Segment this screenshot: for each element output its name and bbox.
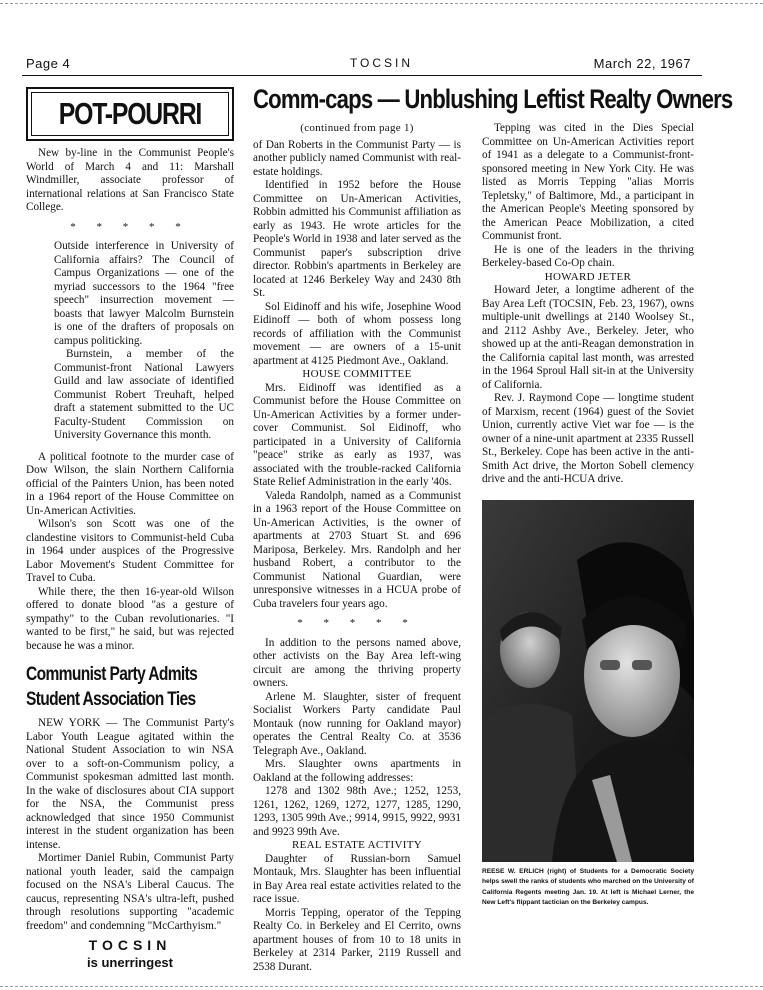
page-number: Page 4 bbox=[26, 56, 71, 71]
article-paragraph: He is one of the leaders in the thriving Berkeley-based Co-Op chain. bbox=[482, 243, 694, 269]
article-paragraph: Mrs. Eidinoff was identified as a Communist before the House Committee on Un-American Activities by a former under-cover Communist. Sol Eidinoff, who participated in a University of California "peace" strike as early as 1937, was associated with the trouble-racked California State Relief Administration in the early '40s. bbox=[253, 381, 461, 488]
article-paragraph: Mrs. Slaughter owns apartments in Oakland at the following addresses: bbox=[253, 758, 461, 784]
article-paragraph: of Dan Roberts in the Communist Party — is another publicly named Communist with real-estate holdings. bbox=[253, 138, 461, 178]
page-top-edge bbox=[0, 3, 763, 4]
header-rule bbox=[22, 75, 702, 76]
article-paragraph: Rev. J. Raymond Cope — longtime student of Marxism, recent (1964) guest of the Soviet Union, currently active Viet war foe — is the owner of a nine-unit apartment at 2335 Russell St., Berkeley. Cope has been active in the anti-Smith Act drive, the Morton Sobell clemency drive and the anti-HCUA drive. bbox=[482, 392, 694, 485]
tocsin-plug bbox=[26, 939, 234, 969]
news-photo bbox=[482, 500, 694, 862]
student-headline-line2: Student Association Ties bbox=[26, 689, 196, 710]
student-paragraph: NEW YORK — The Communist Party's Labor Youth League agitated within the National Student Association to win NSA over to a soft-on-Communism policy, a Communist spokesman admitted last month. In the wake of disclosures about CIA support for the NSA, the Communist press acknowledged that since 1950 Communist interest in the student organization has been intense. bbox=[26, 717, 234, 851]
potpourri-paragraph: Burnstein, a member of the Communist-front National Lawyers Guild and law associate of identified Communist Robert Treuhaft, helped draft a statement submitted to the UC Faculty-Student Commission on University Governance this month. bbox=[54, 348, 234, 441]
page-bottom-edge bbox=[0, 986, 763, 987]
stars-divider: * * * * * bbox=[297, 617, 417, 629]
article-paragraph: 1278 and 1302 98th Ave.; 1252, 1253, 1261, 1262, 1269, 1272, 1277, 1285, 1290, 1293, 1305 99th Ave.; 9914, 9915, 9922, 9931 and 9923 99th Ave. bbox=[253, 785, 461, 838]
tocsin-plug-slogan: is unerringest bbox=[87, 954, 173, 970]
article-paragraph: Identified in 1952 before the House Committee on Un-American Activities, Robbin admitted his Communist affiliation as early as 1943. He wrote articles for the People's World in 1938 and later served as the Communist paper's subscription drive director. Robbin's apartments in Berkeley are located at 1246 Berkeley Way and 2430 8th St. bbox=[253, 179, 461, 299]
potpourri-paragraph: Outside interference in University of California affairs? The Council of Campus Organizations — one of the myriad successors to the 1964 "free speech" insurrection movement — boasts that lawyer Malcolm Burnstein is one of the drafters of proposals on campus politicking. bbox=[54, 240, 234, 347]
photo-image bbox=[482, 500, 694, 862]
section-subhead: HOWARD JETER bbox=[544, 270, 632, 283]
article-paragraph: Howard Jeter, a longtime adherent of the Bay Area Left (TOCSIN, Feb. 23, 1967), owns multiple-unit dwellings at 2140 Woolsey St., and 2112 Ashby Ave., Berkeley. Jeter, who showed up at the anti-Reagan demonstration in the California capital last month, was arrested in the 1964 Sproul Hall sit-in at the University of California. bbox=[482, 284, 694, 391]
article-paragraph: Tepping was cited in the Dies Special Committee on Un-American Activities report of 1941 as a delegate to a Communist-front-sponsored meeting in New York City. He was listed as Morris Tepping "alias Morris Tepletsky," of Baltimore, Md., a participant in the American People's Meeting sponsored by the American Peace Mobilization, a cited Communist front. bbox=[482, 122, 694, 242]
article-paragraph: Morris Tepping, operator of the Tepping Realty Co. in Berkeley and El Cerrito, owns apartment houses of from 10 to 18 units in Berkeley at 2314 Parker, 2119 Russell and 2538 Durant. bbox=[253, 906, 461, 973]
potpourri-paragraph: Wilson's son Scott was one of the clandestine visitors to Communist-held Cuba in 1964 under auspices of the Progressive Labor Movement's Student Committee for Travel to Cuba. bbox=[26, 518, 234, 584]
photo-caption: REESE W. ERLICH (right) of Students for a Democratic Society helps swell the ranks of students who marched on the University of California Regents meeting Jan. 19. At left is Michael Lerner, the New Left's flippant tactician on the Berkeley campus. bbox=[482, 868, 694, 906]
column-3 bbox=[482, 122, 694, 487]
column-2-body bbox=[253, 139, 461, 975]
column-2 bbox=[253, 122, 461, 974]
student-paragraph: Mortimer Daniel Rubin, Communist Party national youth leader, said the campaign focused on the NSA's Liberal Caucus. The caucus, representing NSA's ultra-left, pushed through resolutions supporting "academic freedom" and condemning "McCarthyism." bbox=[26, 852, 234, 932]
stars-divider: * * * * * bbox=[70, 220, 190, 233]
article-paragraph: In addition to the persons named above, other activists on the Bay Area left-wing circuit are among the thriving property owners. bbox=[253, 636, 461, 689]
potpourri-paragraph: A political footnote to the murder case of Dow Wilson, the slain Northern California official of the Painters Union, has been noted in a 1964 report of the House Committee on Un-American Activities. bbox=[26, 450, 234, 517]
column-1 bbox=[26, 147, 234, 969]
potpourri-paragraph: While there, the then 16-year-old Wilson offered to donate blood "as a gesture of sympathy" to the Cuban revolutionaries. "I wanted to be first," he said, but was rejected because he was a minor. bbox=[26, 585, 234, 652]
tocsin-plug-name: TOCSIN bbox=[88, 937, 172, 953]
issue-date: March 22, 1967 bbox=[593, 56, 691, 71]
potpourri-box bbox=[26, 87, 234, 141]
continued-note: (continued from page 1) bbox=[300, 122, 414, 134]
section-subhead: REAL ESTATE ACTIVITY bbox=[292, 839, 422, 851]
potpourri-title: POT-POURRI bbox=[58, 96, 202, 131]
student-headline-line1: Communist Party Admits bbox=[26, 664, 198, 685]
potpourri-box-inner bbox=[31, 92, 229, 136]
main-headline: Comm-caps — Unblushing Leftist Realty Owners bbox=[253, 84, 733, 114]
section-subhead: HOUSE COMMITTEE bbox=[302, 368, 412, 380]
potpourri-paragraph: New by-line in the Communist People's World of March 4 and 11: Marshall Windmiller, associate professor of international relations at San Francisco State College. bbox=[26, 147, 234, 213]
article-paragraph: Arlene M. Slaughter, sister of frequent Socialist Workers Party candidate Paul Montauk (now running for Oakland mayor) operates the Central Realty Co. at 3536 Telegraph Ave., Oakland. bbox=[253, 690, 461, 757]
column-3-body bbox=[482, 122, 694, 487]
article-paragraph: Sol Eidinoff and his wife, Josephine Wood Eidinoff — both of whom possess long records of affiliation with the Communist movement — are owners of a 15-unit apartment at 4125 Piedmont Ave., Oakland. bbox=[253, 300, 461, 367]
masthead: TOCSIN bbox=[349, 56, 414, 70]
article-paragraph: Daughter of Russian-born Samuel Montauk, Mrs. Slaughter has been influential in Bay Area real estate activities related to the race issue. bbox=[253, 852, 461, 905]
article-paragraph: Valeda Randolph, named as a Communist in a 1963 report of the House Committee on Un-American Activities, is the owner of apartments at 2703 Stuart St. and 696 Mariposa, Berkeley. Mrs. Randolph and her husband Robert, a contributor to the Communist National Guardian, were unresponsive witnesses in a HCUA probe of Cuba travelers four years ago. bbox=[253, 489, 461, 610]
